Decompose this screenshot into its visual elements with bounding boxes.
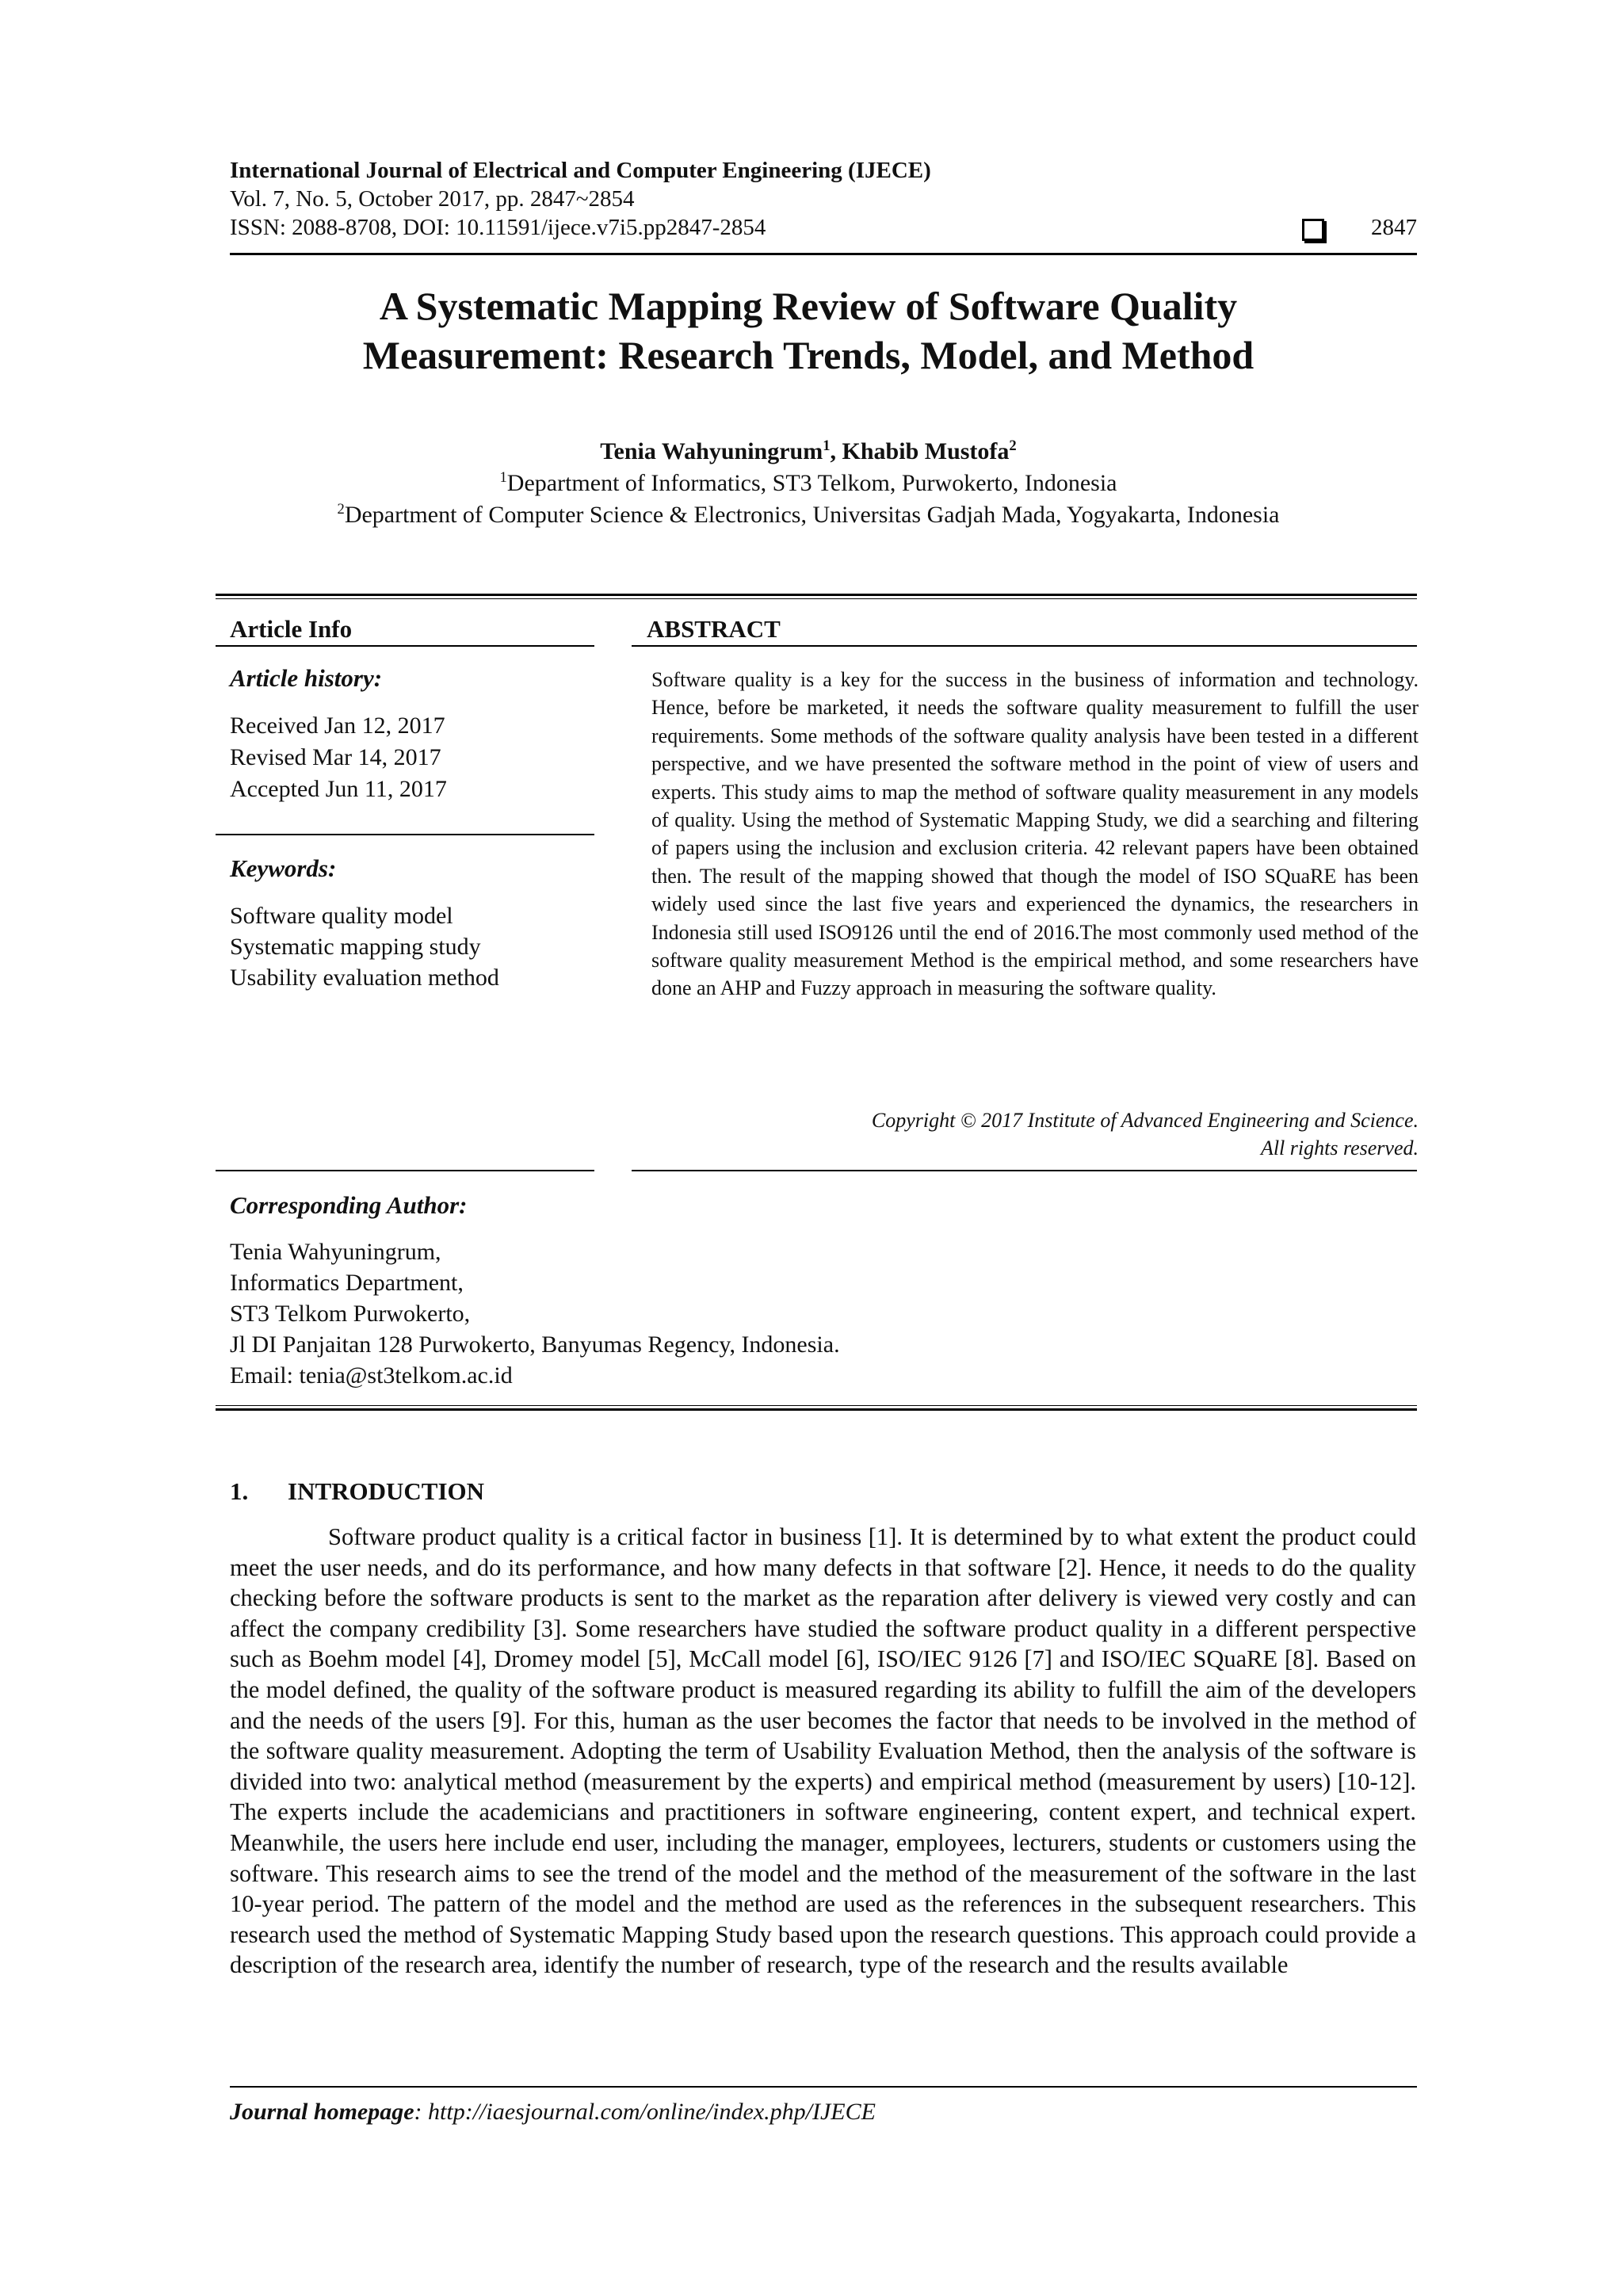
received-date: Received Jan 12, 2017 xyxy=(230,712,445,739)
paper-title xyxy=(174,281,1442,380)
title-line-1: A Systematic Mapping Review of Software Quality xyxy=(379,284,1238,328)
title-line-2: Measurement: Research Trends, Model, and Method xyxy=(362,333,1254,377)
accepted-date: Accepted Jun 11, 2017 xyxy=(230,776,447,802)
article-history-heading: Article history: xyxy=(230,664,383,692)
author-sep: , xyxy=(830,438,842,464)
right-bottom-rule xyxy=(632,1170,1417,1171)
journal-issn-doi: ISSN: 2088-8708, DOI: 10.11591/ijece.v7i5.pp2847-2854 xyxy=(230,215,766,240)
corresponding-institution: ST3 Telkom Purwokerto, xyxy=(230,1301,471,1327)
corresponding-name: Tenia Wahyuningrum, xyxy=(230,1239,441,1265)
infobox-bottom-rule xyxy=(216,1408,1417,1411)
keyword-1: Software quality model xyxy=(230,903,453,929)
journal-name: International Journal of Electrical and Computer Engineering (IJECE) xyxy=(230,158,931,183)
abstract-heading: ABSTRACT xyxy=(647,615,781,643)
copyright-notice xyxy=(651,1106,1419,1162)
journal-homepage xyxy=(230,2099,876,2126)
affiliation-1 xyxy=(174,470,1442,497)
square-bullet-icon xyxy=(1302,219,1324,245)
article-info-heading: Article Info xyxy=(230,615,353,643)
affil-1-text: Department of Informatics, ST3 Telkom, Purwokerto, Indonesia xyxy=(506,470,1117,496)
affil-2-sup: 2 xyxy=(337,501,345,518)
intro-body xyxy=(230,1522,1416,1981)
affil-2-text: Department of Computer Science & Electronics, Universitas Gadjah Mada, Yogyakarta, Indonesia xyxy=(344,502,1280,528)
corresponding-department: Informatics Department, xyxy=(230,1270,464,1296)
author-2-sup: 2 xyxy=(1009,437,1017,454)
abstract-text: Software quality is a key for the success in the business of information and technology. Hence, before be marketed, it needs the software quality measurement to fulfill the user requirements. Some methods of the software quality analysis have been tested in a different perspective, and we have presented the software method in the point of view of users and experts. This study aims to map the method of software quality measurement in any models of quality. Using the method of Systematic Mapping Study, we did a searching and filtering of papers using the inclusion and exclusion criteria. 42 relevant papers have been obtained then. The result of the mapping showed that though the model of ISO SQuaRE has been widely used since the last five years and experienced the dynamics, the researchers in Indonesia still used ISO9126 until the end of 2016.The most commonly used method of the software quality measurement Method is the empirical method, and some researchers have done an AHP and Fuzzy approach in measuring the software quality. xyxy=(651,668,1419,1000)
affiliation-2 xyxy=(174,502,1442,529)
corresponding-email: Email: tenia@st3telkom.ac.id xyxy=(230,1362,513,1389)
keywords-heading: Keywords: xyxy=(230,854,337,882)
page-number: 2847 xyxy=(1371,215,1417,240)
copyright-line-2: All rights reserved. xyxy=(1260,1137,1419,1159)
author-1-sup: 1 xyxy=(823,437,831,454)
header-rule xyxy=(230,253,1417,255)
keywords-rule xyxy=(216,834,594,835)
infobox-top-rule-thin xyxy=(216,598,1417,599)
homepage-label: Journal homepage xyxy=(230,2099,414,2125)
journal-volume: Vol. 7, No. 5, October 2017, pp. 2847~2854 xyxy=(230,186,635,212)
corresponding-address: Jl DI Panjaitan 128 Purwokerto, Banyumas Regency, Indonesia. xyxy=(230,1331,840,1358)
author-2: Khabib Mustofa xyxy=(842,438,1010,464)
revised-date: Revised Mar 14, 2017 xyxy=(230,744,441,770)
homepage-url[interactable]: http://iaesjournal.com/online/index.php/IJECE xyxy=(428,2099,876,2125)
author-list xyxy=(174,438,1442,465)
infobox-top-rule xyxy=(216,594,1417,596)
author-1: Tenia Wahyuningrum xyxy=(600,438,823,464)
left-bottom-rule xyxy=(216,1170,594,1171)
copyright-line-1: Copyright © 2017 Institute of Advanced Engineering and Science. xyxy=(871,1109,1419,1132)
intro-heading: INTRODUCTION xyxy=(288,1477,485,1505)
article-info-rule xyxy=(216,645,594,647)
keyword-2: Systematic mapping study xyxy=(230,934,481,960)
infobox-bottom-rule-thin xyxy=(216,1405,1417,1406)
footer-rule xyxy=(230,2086,1417,2088)
intro-paragraph: Software product quality is a critical factor in business [1]. It is determined by to what extent the product could meet the user needs, and do its performance, and how many defects in that software [2]. Hence, it needs to do the quality checking before the software products is sent to the market as the reparation after delivery is viewed very costly and can affect the company credibility [3]. Some researchers have studied the software product quality in a different perspective such as Boehm model [4], Dromey model [5], McCall model [6], ISO/IEC 9126 [7] and ISO/IEC SQuaRE [8]. Based on the model defined, the quality of the software product is measured regarding its ability to fulfill the aim of the developers and the needs of the users [9]. For this, human as the user becomes the factor that needs to be involved in the method of the software quality measurement. Adopting the term of Usability Evaluation Method, then the analysis of the software is divided into two: analytical method (measurement by the experts) and empirical method (measurement by users) [10-12]. The experts include the academicians and practitioners in software engineering, content expert, and technical expert. Meanwhile, the users here include end user, including the manager, employees, lecturers, students or customers using the software. This research aims to see the trend of the model and the method of the measurement of the software in the last 10-year period. The pattern of the model and the method are used as the references in the subsequent researchers. This research used the method of Systematic Mapping Study based upon the research questions. This approach could provide a description of the research area, identify the number of research, type of the research and the results available xyxy=(230,1523,1416,1979)
homepage-colon: : xyxy=(414,2099,429,2125)
abstract-rule xyxy=(632,645,1417,647)
affil-1-sup: 1 xyxy=(499,469,507,486)
intro-number: 1. xyxy=(230,1477,249,1505)
corresponding-author-heading: Corresponding Author: xyxy=(230,1191,468,1219)
keyword-3: Usability evaluation method xyxy=(230,965,499,991)
